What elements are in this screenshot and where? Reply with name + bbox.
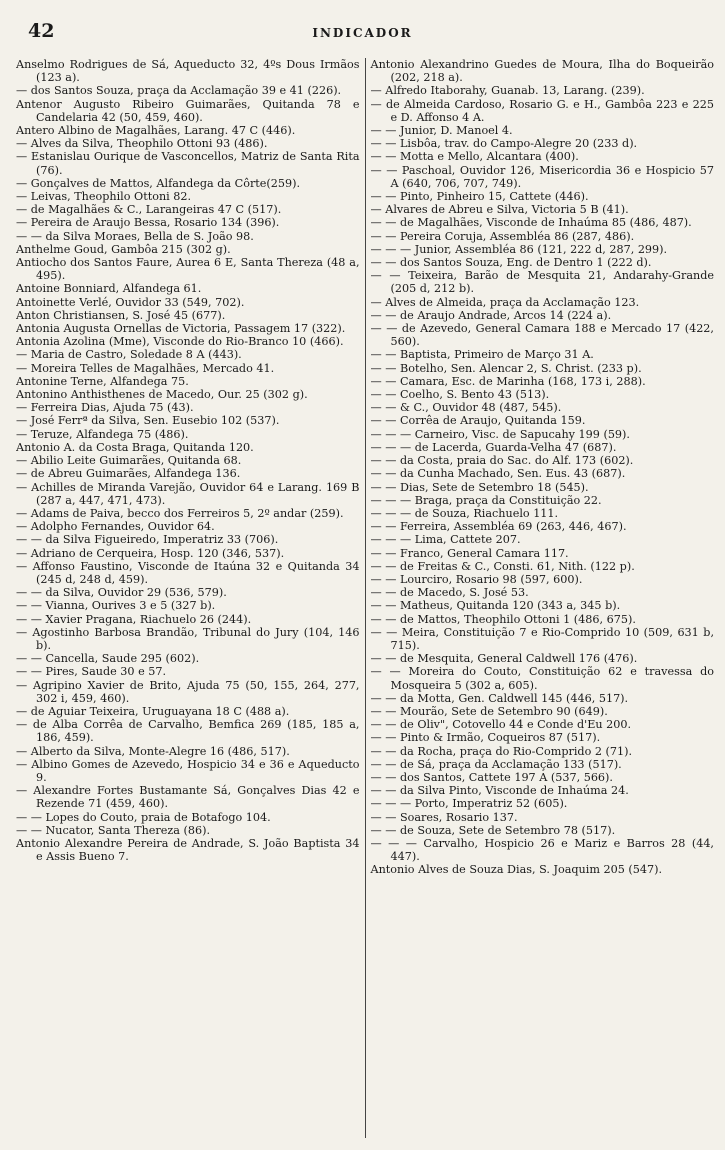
directory-entry: — Maria de Castro, Soledade 8 A (443). — [16, 348, 242, 362]
directory-entry: — — Soares, Rosario 137. — [370, 810, 518, 824]
directory-entry: — Ferreira Dias, Ajuda 75 (43). — [16, 401, 194, 415]
directory-entry: — — — de Lacerda, Guarda-Velha 47 (687). — [370, 440, 617, 454]
directory-entry: Antonia Augusta Ornellas de Victoria, Passagem 17 (322). — [16, 322, 346, 336]
directory-entry: — Adolpho Fernandes, Ouvidor 64. — [16, 520, 215, 534]
directory-entry: — — de Araujo Andrade, Arcos 14 (224 a). — [370, 308, 612, 322]
directory-entry: — Achilles de Miranda Varejão, Ouvidor 64 e Larang. 169 B (287 a, 447, 471, 473). — [16, 480, 360, 507]
directory-entry: — Pereira de Araujo Bessa, Rosario 134 (396). — [16, 216, 280, 230]
directory-entry: — — — Junior, Assembléa 86 (121, 222 d, 287, 299). — [370, 242, 668, 256]
directory-entry: — Teruze, Alfandega 75 (486). — [16, 427, 189, 441]
directory-entry: — — — de Souza, Riachuelo 111. — [370, 506, 559, 520]
directory-entry: — — Franco, General Camara 117. — [370, 546, 569, 560]
directory-entry: — — Coelho, S. Bento 43 (513). — [370, 388, 550, 402]
directory-entry: — — dos Santos, Cattete 197 A (537, 566). — [370, 770, 613, 784]
directory-entry: — — de Freitas & C., Consti. 61, Nith. (122 p). — [370, 559, 635, 573]
directory-entry: — — da Rocha, praça do Rio-Comprido 2 (71). — [370, 744, 633, 758]
directory-entry: — — Baptista, Primeiro de Março 31 A. — [370, 348, 594, 362]
directory-entry: — de Almeida Cardoso, Rosario G. e H., Gambôa 223 e 225 e D. Affonso 4 A. — [370, 97, 714, 124]
directory-entry: Antenor Augusto Ribeiro Guimarães, Quitanda 78 e Candelaria 42 (50, 459, 460). — [16, 97, 360, 124]
directory-entry: — de Alba Corrêa de Carvalho, Bemfica 269 (185, 185 a, 186, 459). — [16, 718, 360, 745]
directory-entry: — Gonçalves de Mattos, Alfandega da Côrte(259). — [16, 176, 301, 190]
directory-entry: — de Magalhães & C., Larangeiras 47 C (517). — [16, 203, 282, 217]
directory-entry: — — de Magalhães, Visconde de Inhaúma 85 (486, 487). — [370, 216, 692, 230]
directory-entry: — — Junior, D. Manoel 4. — [370, 124, 513, 138]
directory-entry: Anselmo Rodrigues de Sá, Aqueducto 32, 4ºs Dous Irmãos (123 a). — [16, 58, 360, 85]
directory-entry: Antoinette Verlé, Ouvidor 33 (549, 702). — [16, 295, 245, 309]
directory-entry: — — dos Santos Souza, Eng. de Dentro 1 (222 d). — [370, 256, 652, 270]
directory-entry: — — Matheus, Quitanda 120 (343 a, 345 b). — [370, 599, 621, 613]
directory-entry: — — Mourão, Sete de Setembro 90 (649). — [370, 704, 608, 718]
directory-entry: — Abilio Leite Guimarães, Quitanda 68. — [16, 454, 242, 468]
directory-entry: — — de Macedo, S. José 53. — [370, 586, 529, 600]
directory-entry: — José Ferrª da Silva, Sen. Eusebio 102 (537). — [16, 414, 280, 428]
directory-entry: — — — Carvalho, Hospicio 26 e Mariz e Barros 28 (44, 447). — [370, 836, 714, 864]
directory-entry: — Affonso Faustino, Visconde de Itaúna 32 e Quitanda 34 (245 d, 248 d, 459). — [16, 559, 360, 586]
directory-entry: Antonia Azolina (Mme), Visconde do Rio-Branco 10 (466). — [16, 335, 344, 349]
directory-entry: — — da Motta, Gen. Caldwell 145 (446, 517). — [370, 691, 629, 705]
directory-entry: Antiocho dos Santos Faure, Aurea 6 E, Santa Thereza (48 a, 495). — [16, 256, 360, 283]
directory-entry: — Adriano de Cerqueira, Hosp. 120 (346, 537). — [16, 546, 285, 560]
directory-entry: — — — Lima, Cattete 207. — [370, 533, 521, 547]
directory-entry: — Adams de Paiva, becco dos Ferreiros 5, 2º andar (259). — [16, 506, 344, 520]
directory-entry: — Leivas, Theophilo Ottoni 82. — [16, 190, 192, 204]
directory-entry: Antoine Bonniard, Alfandega 61. — [16, 282, 202, 296]
directory-entry: — Albino Gomes de Azevedo, Hospicio 34 e 36 e Aqueducto 9. — [16, 757, 360, 784]
directory-entry: Antero Albino de Magalhães, Larang. 47 C (446). — [16, 124, 296, 138]
directory-entry: — — de Mesquita, General Caldwell 176 (476). — [370, 652, 638, 666]
directory-entry: — Estanislau Ourique de Vasconcellos, Matriz de Santa Rita (76). — [16, 150, 360, 177]
directory-entry: — — Lourciro, Rosario 98 (597, 600). — [370, 572, 583, 586]
directory-entry: — Alvares de Abreu e Silva, Victoria 5 B (41). — [370, 203, 629, 217]
directory-entry: — — Nucator, Santa Thereza (86). — [16, 823, 211, 837]
directory-entry: — de Aguiar Teixeira, Uruguayana 18 C (488 a). — [16, 704, 290, 718]
directory-entry: — — da Silva, Ouvidor 29 (536, 579). — [16, 586, 227, 600]
directory-entry: — — de Oliv", Cotovello 44 e Conde d'Eu 200. — [370, 718, 632, 732]
directory-entry: — Agripino Xavier de Brito, Ajuda 75 (50, 155, 264, 277, 302 i, 459, 460). — [16, 678, 360, 705]
directory-entry: — — Teixeira, Barão de Mesquita 21, Andarahy-Grande (205 d, 212 b). — [370, 269, 714, 296]
directory-entry: — — Motta e Mello, Alcantara (400). — [370, 150, 579, 164]
directory-entry: — — de Azevedo, General Camara 188 e Mercado 17 (422, 560). — [370, 322, 714, 349]
directory-entry: — — de Mattos, Theophilo Ottoni 1 (486, 675). — [370, 612, 636, 626]
directory-entry: — — — Carneiro, Visc. de Sapucahy 199 (59). — [370, 427, 630, 441]
directory-entry: Antonio Alexandrino Guedes de Moura, Ilha do Boqueirão (202, 218 a). — [370, 58, 714, 85]
directory-entry: — — Ferreira, Assembléa 69 (263, 446, 467). — [370, 520, 627, 534]
directory-entry: — — Camara, Esc. de Marinha (168, 173 i, 288). — [370, 374, 646, 388]
directory-entry: — — & C., Ouvidor 48 (487, 545). — [370, 401, 562, 415]
directory-entry: — — — Porto, Imperatriz 52 (605). — [370, 797, 568, 811]
directory-entry: — Alfredo Itaborahy, Guanab. 13, Larang. (239). — [370, 84, 645, 98]
directory-entry: Antonio Alexandre Pereira de Andrade, S. João Baptista 34 e Assis Bueno 7. — [16, 836, 360, 864]
directory-entry: — Alves da Silva, Theophilo Ottoni 93 (486). — [16, 137, 268, 151]
directory-entry: — — Pinto & Irmão, Coqueiros 87 (517). — [370, 731, 601, 745]
directory-entry: — — da Silva Pinto, Visconde de Inhaúma 24. — [370, 784, 629, 798]
directory-entry: — — de Sá, praça da Acclamação 133 (517). — [370, 757, 622, 771]
directory-entry: Antonino Anthisthenes de Macedo, Our. 25 (302 g). — [16, 388, 308, 402]
directory-entry: — — Corrêa de Araujo, Quitanda 159. — [370, 414, 586, 428]
directory-entry: — — de Souza, Sete de Setembro 78 (517). — [370, 823, 616, 837]
directory-entry: — — Paschoal, Ouvidor 126, Misericordia 36 e Hospicio 57 A (640, 706, 707, 749). — [370, 163, 714, 190]
directory-entry: — Alberto da Silva, Monte-Alegre 16 (486, 517). — [16, 744, 290, 758]
directory-entry: — Agostinho Barbosa Brandão, Tribunal do Jury (104, 146 b). — [16, 625, 360, 652]
page-number: 42 — [28, 20, 55, 42]
directory-entry: — Moreira Telles de Magalhães, Mercado 41. — [16, 361, 275, 375]
directory-entry: — Alexandre Fortes Bustamante Sá, Gonçalves Dias 42 e Rezende 71 (459, 460). — [16, 784, 360, 811]
directory-entry: — — da Costa, praia do Sac. do Alf. 173 (602). — [370, 454, 634, 468]
directory-entry: — — Lopes do Couto, praia de Botafogo 104. — [16, 810, 271, 824]
directory-entry: — — Dias, Sete de Setembro 18 (545). — [370, 480, 589, 494]
directory-entry: — — Xavier Pragana, Riachuelo 26 (244). — [16, 612, 252, 626]
directory-entry: — — Moreira do Couto, Constituição 62 e travessa do Mosqueira 5 (302 a, 605). — [370, 665, 714, 692]
directory-entry: — — da Cunha Machado, Sen. Eus. 43 (687). — [370, 467, 626, 481]
directory-entry: Anthelme Goud, Gambôa 215 (302 g). — [16, 242, 231, 256]
directory-entry: — — Botelho, Sen. Alencar 2, S. Christ. (233 p). — [370, 361, 642, 375]
page-header-title: INDICADOR — [312, 26, 413, 40]
directory-entry: — — — Braga, praça da Constituição 22. — [370, 493, 602, 507]
directory-entry: — — da Silva Figueiredo, Imperatriz 33 (706). — [16, 533, 279, 547]
directory-entry: — — Pereira Coruja, Assembléa 86 (287, 486). — [370, 229, 635, 243]
directory-entry: Antonio Alves de Souza Dias, S. Joaquim 205 (547). — [370, 863, 663, 877]
directory-entry: — — Vianna, Ourives 3 e 5 (327 b). — [16, 599, 216, 613]
right-column — [366, 58, 715, 1138]
left-column — [16, 58, 365, 1138]
directory-entry: Antonio A. da Costa Braga, Quitanda 120. — [16, 440, 254, 454]
directory-entry: — — Meira, Constituição 7 e Rio-Comprido 10 (509, 631 b, 715). — [370, 625, 714, 652]
directory-entry: Antonine Terne, Alfandega 75. — [16, 374, 189, 388]
directory-entry: — — Lisbôa, trav. do Campo-Alegre 20 (233 d). — [370, 137, 638, 151]
directory-entry: — — da Silva Moraes, Bella de S. João 98. — [16, 229, 254, 243]
directory-entry: — — Pires, Saude 30 e 57. — [16, 665, 167, 679]
directory-entry: — — Cancella, Saude 295 (602). — [16, 652, 200, 666]
directory-entry: — — Pinto, Pinheiro 15, Cattete (446). — [370, 190, 589, 204]
directory-columns — [16, 58, 714, 1138]
directory-entry: — Alves de Almeida, praça da Acclamação 123. — [370, 295, 640, 309]
directory-entry: — de Abreu Guimarães, Alfandega 136. — [16, 467, 241, 481]
directory-entry: Anton Christiansen, S. José 45 (677). — [16, 308, 226, 322]
directory-entry: — dos Santos Souza, praça da Acclamação 39 e 41 (226). — [16, 84, 342, 98]
